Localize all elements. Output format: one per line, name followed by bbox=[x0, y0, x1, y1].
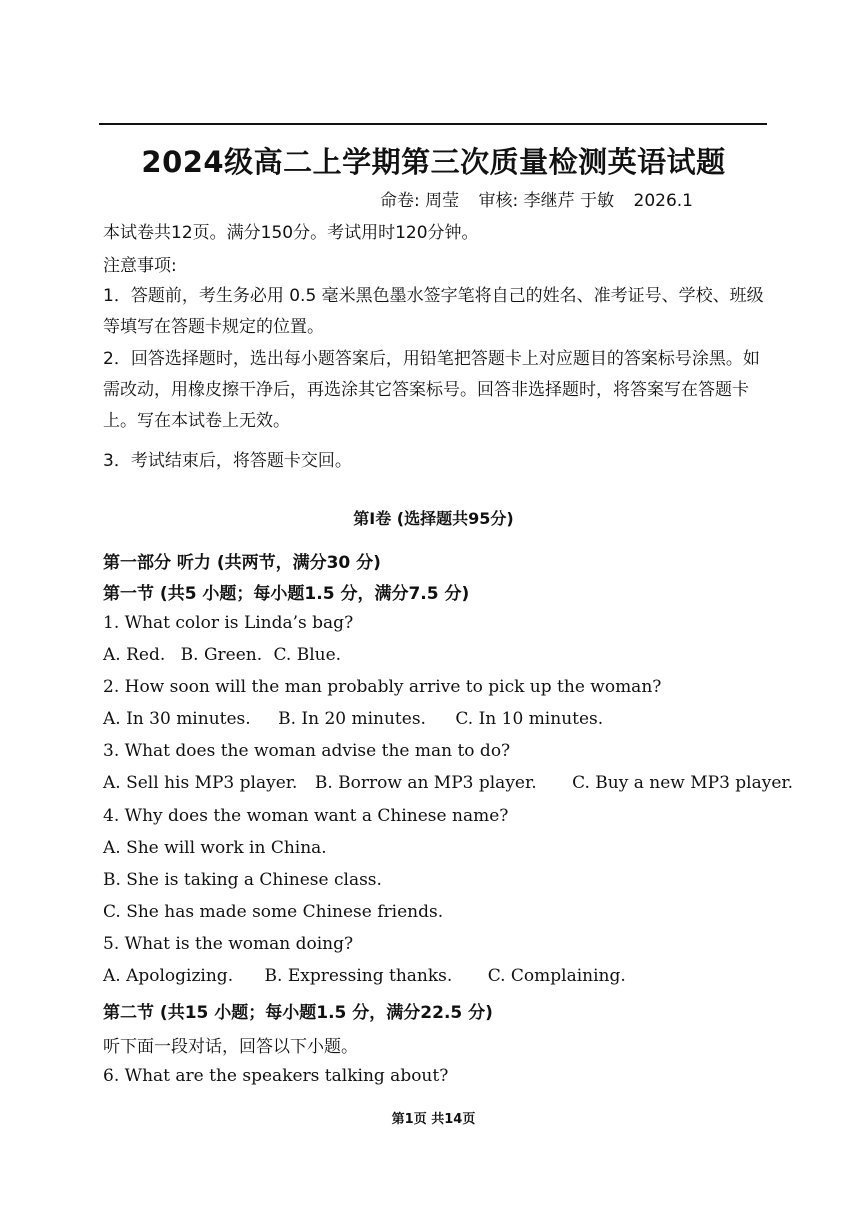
option-a: A. Apologizing. bbox=[103, 966, 234, 986]
question-6: 6. What are the speakers talking about? bbox=[103, 1066, 449, 1086]
top-rule bbox=[99, 123, 767, 125]
reviewer: 审核: 李继芹 于敏 bbox=[478, 191, 615, 211]
question-5: 5. What is the woman doing? bbox=[103, 934, 354, 954]
question-2-options bbox=[103, 709, 603, 729]
question-1-options bbox=[103, 645, 341, 665]
author-line bbox=[380, 186, 707, 211]
notice-heading: 注意事项: bbox=[103, 256, 177, 276]
note-2: 2．回答选择题时，选出每小题答案后，用铅笔把答题卡上对应题目的答案标号涂黑。如需改动，用橡皮擦干净后，再选涂其它答案标号。回答非选择题时，将答案写在答题卡上。写在本试卷上无效。 bbox=[103, 349, 760, 431]
option-c: C. Complaining. bbox=[487, 966, 626, 986]
option-b: B. Green. bbox=[180, 645, 263, 665]
note-1: 1．答题前，考生务必用 0.5 毫米黑色墨水签字笔将自己的姓名、准考证号、学校、班级等填写在答题卡规定的位置。 bbox=[103, 286, 764, 337]
page-footer: 第1页 共14页 bbox=[391, 1112, 476, 1127]
question-3: 3. What does the woman advise the man to do? bbox=[103, 741, 511, 761]
question-3-options bbox=[103, 773, 793, 793]
question-4: 4. Why does the woman want a Chinese name? bbox=[103, 806, 509, 826]
part1-heading: 第一部分 听力 (共两节，满分30 分) bbox=[103, 553, 381, 573]
section2-heading: 第二节 (共15 小题；每小题1.5 分，满分22.5 分) bbox=[103, 1003, 493, 1023]
option-c: C. Blue. bbox=[273, 645, 342, 665]
option-a: A. Red. bbox=[103, 645, 166, 665]
question-4-option-a: A. She will work in China. bbox=[103, 838, 327, 858]
setter: 命卷: 周莹 bbox=[380, 191, 460, 211]
exam-summary: 本试卷共12页。满分150分。考试用时120分钟。 bbox=[103, 223, 479, 243]
option-a: A. Sell his MP3 player. bbox=[103, 773, 298, 793]
option-a: A. In 30 minutes. bbox=[103, 709, 251, 729]
question-5-options bbox=[103, 966, 626, 986]
section1-heading: 第一节 (共5 小题；每小题1.5 分，满分7.5 分) bbox=[103, 584, 470, 604]
section2-instruction: 听下面一段对话，回答以下小题。 bbox=[103, 1037, 358, 1057]
option-b: B. Borrow an MP3 player. bbox=[314, 773, 537, 793]
exam-date: 2026.1 bbox=[633, 191, 693, 211]
option-b: B. Expressing thanks. bbox=[264, 966, 453, 986]
question-1: 1. What color is Linda’s bag? bbox=[103, 613, 354, 633]
exam-title: 2024级高二上学期第三次质量检测英语试题 bbox=[141, 145, 726, 179]
question-4-option-b: B. She is taking a Chinese class. bbox=[103, 870, 382, 890]
question-2: 2. How soon will the man probably arrive to pick up the woman? bbox=[103, 677, 662, 697]
volume-heading: 第I卷 (选择题共95分) bbox=[353, 509, 514, 528]
option-c: C. Buy a new MP3 player. bbox=[572, 773, 794, 793]
option-c: C. In 10 minutes. bbox=[455, 709, 604, 729]
question-4-option-c: C. She has made some Chinese friends. bbox=[103, 902, 444, 922]
note-3: 3．考试结束后，将答题卡交回。 bbox=[103, 451, 352, 471]
option-b: B. In 20 minutes. bbox=[278, 709, 426, 729]
